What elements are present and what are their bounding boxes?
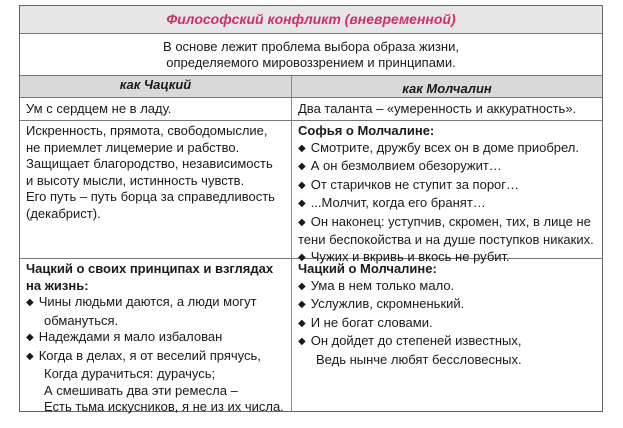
list-item: ◆ От старичков не ступит за порог… (298, 176, 520, 192)
chatsky-traits (20, 121, 292, 258)
list-item-continuation: Когда дурачиться: дурачусь; (44, 366, 216, 381)
diamond-bullet-icon: ◆ (298, 161, 306, 172)
list-item: ◆ Смотрите, дружбу всех он в доме приобрел. (298, 139, 579, 155)
intro-line: В основе лежит проблема выбора образа жизни, (163, 39, 459, 54)
table-row (20, 259, 602, 414)
text-line: (декабрист). (26, 205, 101, 221)
diamond-bullet-icon: ◆ (298, 179, 306, 191)
column-headers-row (20, 76, 602, 98)
diamond-bullet-icon: ◆ (298, 336, 306, 347)
text-line: и высоту мысли, истинность чувств. (26, 172, 245, 188)
list-item: ◆ Чужих и вкривь и вкось не рубит. (298, 248, 510, 264)
intro-row (20, 34, 602, 76)
cell-heading: Софья о Молчалине: (298, 123, 435, 138)
list-item: ◆ Надеждами я мало избалован (26, 329, 223, 344)
table-title-row (20, 6, 602, 34)
list-item: ◆ Когда в делах, я от веселий прячусь, (26, 347, 261, 363)
text-line: Его путь – путь борца за справедливость (26, 189, 275, 204)
cell-heading: на жизнь: (26, 277, 89, 293)
diamond-bullet-icon: ◆ (298, 317, 306, 329)
list-item: ◆ Чины людьми даются, а люди могут (26, 294, 257, 309)
header-molchalin: как Молчалин (402, 81, 492, 96)
list-item: ◆ А он безмолвием обезоружит… (298, 158, 502, 173)
diamond-bullet-icon: ◆ (298, 216, 306, 228)
text-line: Искренность, прямота, свободомыслие, (26, 123, 268, 138)
text-line: не приемлет лицемерие и рабство. (26, 139, 240, 155)
diamond-bullet-icon: ◆ (26, 350, 34, 362)
text-line: Защищает благородство, независимость (26, 156, 273, 171)
table-title: Философский конфликт (вневременной) (166, 11, 456, 27)
chatsky-about-molchalin (292, 259, 602, 411)
intro-line: определяемого мировоззрением и принципами. (166, 55, 456, 70)
cell-heading: Чацкий о Молчалине: (298, 261, 437, 276)
list-item: ◆ ...Молчит, когда его бранят… (298, 195, 486, 210)
list-item-continuation: обмануться. (44, 312, 119, 328)
header-chatsky: как Чацкий (20, 76, 292, 97)
chatsky-principles (20, 259, 292, 414)
cell-heading: Чацкий о своих принципах и взглядах (26, 261, 274, 276)
table-row (20, 98, 602, 121)
list-item-continuation: Ведь нынче любят бессловесных. (316, 351, 522, 367)
list-item: ◆ Ума в нем только мало. (298, 277, 455, 293)
diamond-bullet-icon: ◆ (298, 299, 306, 310)
conflict-table (19, 5, 603, 412)
list-item-continuation: Есть тьма искусников, я не из их числа. (44, 399, 284, 414)
list-item: ◆ И не богат словами. (298, 314, 433, 330)
diamond-bullet-icon: ◆ (298, 251, 306, 263)
diamond-bullet-icon: ◆ (26, 297, 34, 308)
sofia-about-molchalin (292, 121, 602, 264)
table-row (20, 121, 602, 264)
list-item: ◆ Услужлив, скромненький. (298, 296, 465, 311)
list-item: ◆ Он наконец: уступчив, скромен, тих, в лице не (298, 213, 591, 229)
list-item-continuation: А смешивать два эти ремесла – (44, 382, 238, 398)
diamond-bullet-icon: ◆ (26, 332, 34, 343)
molchalin-talents: Два таланта – «умеренность и аккуратность». (298, 101, 577, 116)
chatsky-motto: Ум с сердцем не в ладу. (20, 98, 292, 120)
diamond-bullet-icon: ◆ (298, 198, 306, 209)
list-item-continuation: тени беспокойства и на душе поступков никаких. (298, 232, 594, 247)
diamond-bullet-icon: ◆ (298, 280, 306, 292)
list-item: ◆ Он дойдет до степеней известных, (298, 333, 522, 348)
diamond-bullet-icon: ◆ (298, 142, 306, 154)
